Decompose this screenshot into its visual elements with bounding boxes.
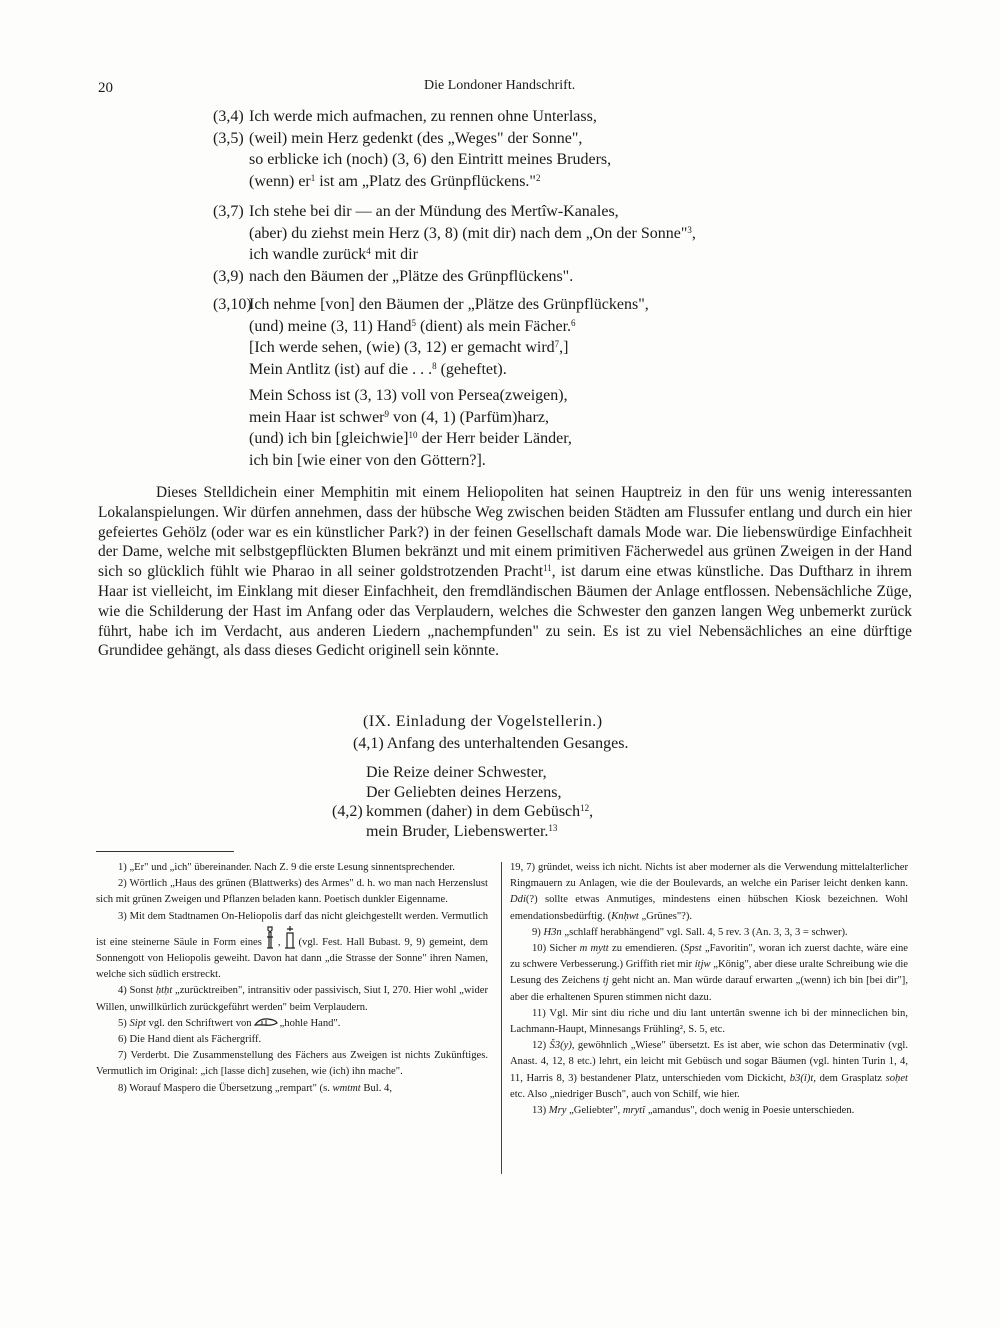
- footnote-ref: 9: [384, 408, 390, 419]
- footnote: 7) Verderbt. Die Zusammenstellung des Fächers aus Zweigen ist nichts Zukünftiges. Vermutlich im Original: „ich [lasse dich] zusehen, wie (ich) ihn mache".: [96, 1050, 488, 1078]
- footnote-ref: 3: [687, 224, 692, 235]
- footnotes-left-column: [96, 860, 488, 1097]
- verse-stanza-1: [213, 106, 611, 192]
- footnote-ref: 13: [548, 822, 558, 833]
- verse-stanza-2: [213, 201, 696, 287]
- column-hieroglyph-icon: [264, 925, 276, 951]
- footnote: 10) Sicher m mytt zu emendieren. (Spst „Favoritin", woran ich zuerst dachte, wäre eine zu schwere Verbesserung.) Griffith riet mir ỉtjw „König", aber diese uralte Schreibung wie die Lesung des Zeichens tj geht nicht an. Man würde darauf erwarten „(wenn) ich bin [bei dir"], aber die erhaltenen Spuren stimmen nicht dazu.: [510, 943, 909, 1003]
- song-stanza: [332, 763, 593, 841]
- verse-line: (aber) du ziehst mein Herz (3, 8) (mit dir) nach dem „On der Sonne"$^3$,: [249, 224, 696, 242]
- footnote: 12) Š3(y), gewöhnlich „Wiese" übersetzt. Es ist aber, wie schon das Determinativ (vgl. Anast. 4, 12, 8 etc.) lehrt, ein leicht mit Gebüsch und sogar Bäumen (vgl. hinten Turin 1, 4, 11, Harris 8, 3) bestandener Platz, unterschieden vom Dickicht, b3(ỉ)t, dem Grasplatz soḥet etc. Also „niedriger Busch", auch von Schilf, wie hier.: [510, 1040, 908, 1100]
- verse-line: Die Reize deiner Schwester,: [366, 764, 547, 781]
- verse-line: [Ich werde sehen, (wie) (3, 12) er gemacht wird$^7$,]: [249, 339, 569, 357]
- verse-line: (und) ich bin [gleichwie]$^{10}$ der Herr beider Länder,: [249, 430, 572, 448]
- verse-line: (3,5) (weil) mein Herz gedenkt (des „Weges" der Sonne",: [213, 129, 583, 147]
- footnote-rule: [96, 851, 234, 852]
- footnote-ref: 2: [535, 172, 541, 183]
- verse-line: (3,4) Ich werde mich aufmachen, zu rennen ohne Unterlass,: [213, 108, 597, 125]
- commentary-paragraph: Dieses Stelldichein einer Memphitin mit einem Heliopoliten hat seinen Hauptreiz in den für uns wenig interessanten Lokalanspielungen. Wir dürfen annehmen, dass der hübsche Weg zwischen beiden Städten am Flussufer entlang und durch ein hier gefeiertes Gehölz (oder war es ein künstlicher Park?) in der feinen Gesellschaft damals Mode war. Die liebenswürdige Einfachheit der Dame, welche mit selbstgepflückten Blumen bekränzt und mit einem primitiven Fächerwedel aus grünen Zweigen in der Hand sich so glücklich fühlt wie Pharao in all seiner goldstrotzenden Pracht$^{11}$, ist darum eine etwas künstliche. Das Duftharz in ihrem Haar ist vielleicht, im Einklang mit dieser Einfachheit, den fremdländischen Bäumen der Anlage entflossen. Nebensächliche Züge, wie die Schilderung der Hast im Anfang oder das Verplaudern, welches die Schwester den ganzen langen Weg unbemerkt zurück führt, habe ich im Verdacht, aus anderen Liedern „nachempfunden" zu sein. Es ist zu viel Nebensächliches an eine dürftige Grundidee gehängt, als dass dieses Gedicht originell sein könnte.: [98, 484, 912, 660]
- verse-line: Der Geliebten deines Herzens,: [366, 783, 562, 801]
- footnote-ref: 4: [366, 246, 371, 257]
- footnotes-right-column: [510, 860, 908, 1119]
- page-number: 20: [98, 80, 113, 96]
- verse-line: Mein Schoss ist (3, 13) voll von Persea(zweigen),: [249, 387, 568, 404]
- running-title: Die Londoner Handschrift.: [424, 78, 576, 93]
- footnote: 9) H3n „schlaff herabhängend" vgl. Sall. 4, 5 rev. 3 (An. 3, 3, 3 = schwer).: [532, 926, 848, 938]
- section-subheading: (4,1) Anfang des unterhaltenden Gesanges.: [353, 735, 629, 752]
- footnote-ref: 10: [408, 430, 418, 441]
- footnote-continuation: 19, 7) gründet, weiss ich nicht. Nichts ist aber moderner als die Verwendung mittelalterlicher Ringmauern zu Anlagen, wie die der Boulevards, an welche ein Pariser leicht denken kann. Ddi(?) sollte etwas Anmutiges, mindestens einen hübschen Kiosk bezeichnen. Wohl emendationsbedürftig. (Knḥwt „Grünes"?).: [510, 862, 908, 922]
- footnote: 5) Sipt vgl. den Schriftwert von „hohle Hand".: [118, 1017, 341, 1029]
- footnote: 8) Worauf Maspero die Übersetzung „rempart" (s. wmtmt Bul. 4,: [118, 1082, 392, 1094]
- footnote: 6) Die Hand dient als Fächergriff.: [118, 1034, 262, 1046]
- verse-line: mein Haar ist schwer$^9$ von (4, 1) (Parfüm)harz,: [249, 408, 549, 426]
- footnote: 13) Mry „Geliebter", mrytî „amandus", doch wenig in Poesie unterschieden.: [532, 1105, 855, 1117]
- obelisk-hieroglyph-icon: [283, 925, 297, 951]
- column-divider: [501, 862, 502, 1174]
- verse-line: mein Bruder, Liebenswerter.$^{13}$: [366, 822, 558, 840]
- verse-line: so erblicke ich (noch) (3, 6) den Eintritt meines Bruders,: [249, 151, 612, 169]
- verse-line: Mein Antlitz (ist) auf die . . .$^8$ (geheftet).: [249, 360, 507, 378]
- verse-stanza-4: [249, 385, 572, 471]
- verse-line: (und) meine (3, 11) Hand$^5$ (dient) als mein Fächer.$^6$: [249, 317, 576, 335]
- verse-line: ich bin [wie einer von den Göttern?].: [249, 451, 486, 469]
- footnote: 1) „Er" und „ich" übereinander. Nach Z. 9 die erste Lesung sinnentsprechender.: [118, 862, 455, 873]
- verse-line: (wenn) $er^1$ ist am „Platz des Grünpflückens."$^2$: [249, 172, 541, 190]
- footnote-ref: 6: [571, 317, 576, 328]
- footnote: 3) Mit dem Stadtnamen On-Heliopolis darf das nicht gleichgestellt werden. Vermutlich ist eine steinerne Säule in Form eines , (vgl. Fest. Hall Bubast. 9, 9) gemeint, dem Sonnengott von Heliopolis geweiht. Davon hat dann „die Strasse der Sonne" ihren Namen, welche sich südlich erstreckt.: [96, 910, 488, 981]
- verse-line: ich wandle zurück$^4$ mit dir: [249, 246, 418, 264]
- verse-line: (3,7) Ich stehe bei dir — an der Mündung des Mertîw-Kanales,: [213, 203, 619, 220]
- hand-hieroglyph-icon: [254, 1016, 278, 1028]
- verse-line: (4,2) kommen (daher) in dem Gebüsch$^{12}$,: [332, 803, 594, 821]
- footnote: 2) Wörtlich „Haus des grünen (Blattwerks) des Armes" d. h. wo man nach Herzenslust sich mit grünen Zweigen und Pflanzen beladen kann. Poetisch dunkler Eigenname.: [96, 878, 488, 906]
- footnote-ref: 5: [411, 317, 416, 328]
- footnote-ref: 12: [580, 803, 590, 814]
- verse-line: (3,9) nach den Bäumen der „Plätze des Grünpflückens".: [213, 267, 574, 285]
- verse-stanza-3: [213, 294, 649, 380]
- footnote: 11) Vgl. Mir sint diu riche und diu lant untertân swenne ich bi der minneclichen bin, Lachmann-Haupt, Minnesangs Frühling², S. 5, etc.: [510, 1007, 908, 1036]
- footnote-ref: 1: [310, 172, 316, 183]
- section-heading: (IX. Einladung der Vogelstellerin.): [363, 713, 603, 730]
- footnote-ref: 11: [543, 563, 552, 574]
- verse-line: (3,10)Ich nehme [von] den Bäumen der „Plätze des Grünpflückens",: [213, 296, 649, 313]
- footnote: 4) Sonst ḥtḥt „zurücktreiben", intransitiv oder passivisch, Siut I, 270. Hier wohl „wider Willen, unwillkürlich zurückgeführt werden" beim Verplaudern.: [96, 985, 488, 1013]
- footnote-ref: 7: [554, 339, 560, 350]
- footnote-ref: 8: [432, 360, 437, 371]
